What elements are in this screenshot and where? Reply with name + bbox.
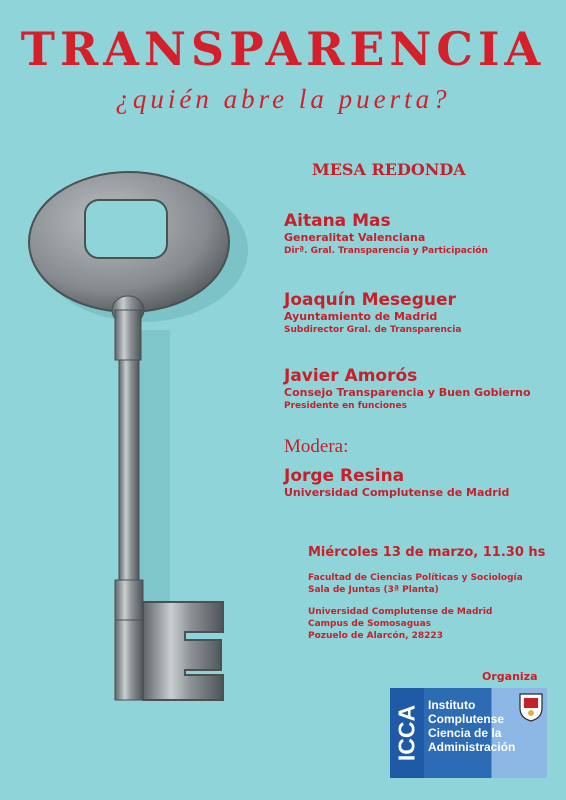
poster-subtitle: ¿quién abre la puerta? [115,84,451,114]
key-illustration [25,170,255,715]
speaker-org: Ayuntamiento de Madrid [284,310,438,323]
moderator-name: Jorge Resina [284,466,405,486]
speaker-name: Aitana Mas [284,211,391,231]
logo-name: Instituto Complutense Ciencia de la Administración [424,688,547,778]
speaker-role: Subdirector Gral. de Transparencia [284,325,462,335]
icca-logo [390,688,547,778]
poster-title: TRANSPARENCIA [20,22,546,76]
speaker-name: Javier Amorós [284,366,418,386]
organizer-label: Organiza [482,670,538,683]
moderator [284,466,509,500]
logo-acronym: ICCA [390,688,424,778]
speaker-org: Generalitat Valenciana [284,231,426,244]
address-line: Universidad Complutense de Madrid [308,607,493,617]
speaker-3 [284,366,531,412]
event-venue [308,572,523,642]
address-line: Campus de Somosaguas [308,619,432,629]
event-date: Miércoles 13 de marzo, 11.30 hs [308,545,546,560]
speaker-role: Presidente en funciones [284,401,407,411]
section-heading: MESA REDONDA [312,160,466,179]
speaker-org: Consejo Transparencia y Buen Gobierno [284,386,531,399]
speaker-name: Joaquín Meseguer [284,290,456,310]
moderator-org: Universidad Complutense de Madrid [284,486,510,499]
venue-line: Facultad de Ciencias Políticas y Sociología [308,573,523,583]
speaker-role: Dirª. Gral. Transparencia y Participación [284,246,488,256]
moderator-label: Modera: [284,436,349,457]
speaker-1 [284,211,488,257]
venue-line: Sala de Juntas (3ª Planta) [308,585,439,595]
address-line: Pozuelo de Alarcón, 28223 [308,631,443,641]
speaker-2 [284,290,461,336]
